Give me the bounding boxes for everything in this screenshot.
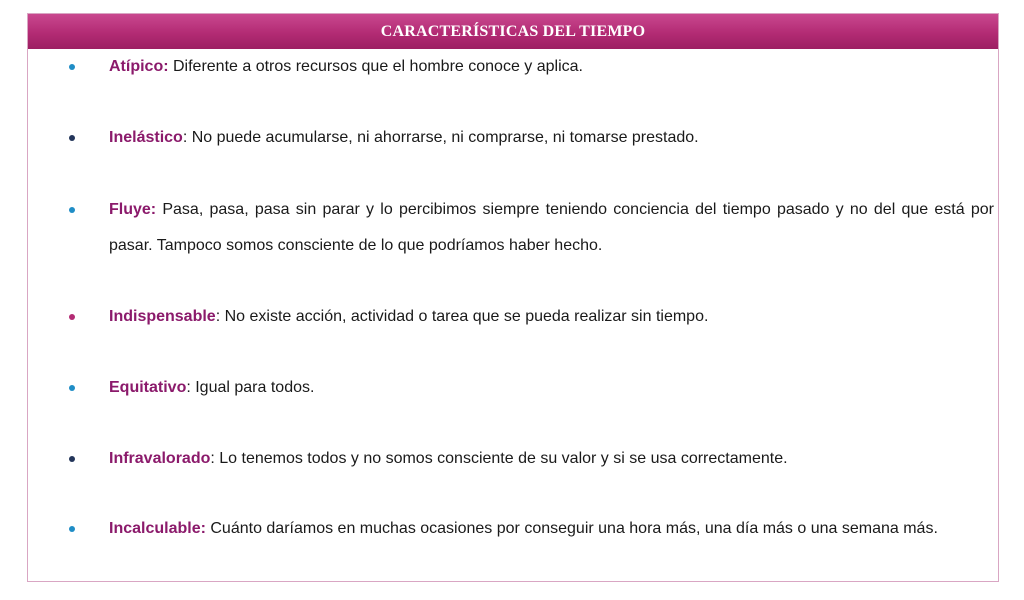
characteristics-panel	[27, 13, 999, 582]
list-item-equitativo	[28, 370, 998, 406]
bullet-icon	[69, 385, 75, 391]
item-term: Incalculable:	[109, 520, 206, 537]
item-description: Pasa, pasa, pasa sin parar y lo percibimos siempre teniendo conciencia del tiempo pasado y no del que está por pasar. Tampoco somos consciente de lo que podríamos haber hecho.	[109, 201, 994, 254]
item-content	[109, 299, 994, 335]
list-item-atipico	[28, 49, 998, 85]
panel-title: CARACTERÍSTICAS DEL TIEMPO	[380, 22, 646, 40]
item-description: : No existe acción, actividad o tarea que se pueda realizar sin tiempo.	[215, 308, 709, 325]
list-item-infravalorado	[28, 441, 998, 477]
bullet-icon	[69, 314, 75, 320]
item-term: Inelástico	[109, 129, 183, 146]
bullet-icon	[69, 456, 75, 462]
item-description: Cuánto daríamos en muchas ocasiones por conseguir una hora más, una día más o una semana más.	[205, 520, 938, 537]
bullet-icon	[69, 207, 75, 213]
item-description: : Lo tenemos todos y no somos consciente de su valor y si se usa correctamente.	[210, 450, 788, 467]
item-content	[109, 441, 994, 477]
list-item-fluye	[28, 192, 998, 264]
list-item-inelastico	[28, 120, 998, 156]
item-description: Diferente a otros recursos que el hombre conoce y aplica.	[168, 58, 583, 75]
item-content	[109, 192, 994, 264]
list-item-incalculable	[28, 511, 998, 547]
item-term: Indispensable	[109, 308, 216, 325]
bullet-icon	[69, 64, 75, 70]
item-content	[109, 49, 994, 85]
item-content	[109, 120, 994, 156]
item-term: Infravalorado	[109, 450, 211, 467]
item-description: : Igual para todos.	[186, 379, 315, 396]
item-description: : No puede acumularse, ni ahorrarse, ni comprarse, ni tomarse prestado.	[182, 129, 699, 146]
bullet-icon	[69, 526, 75, 532]
panel-header	[28, 14, 998, 49]
bullet-icon	[69, 135, 75, 141]
item-content	[109, 370, 994, 406]
item-term: Fluye:	[109, 201, 157, 218]
list-item-indispensable	[28, 299, 998, 335]
item-term: Atípico:	[109, 58, 169, 75]
item-term: Equitativo	[109, 379, 187, 396]
item-content	[109, 511, 994, 547]
